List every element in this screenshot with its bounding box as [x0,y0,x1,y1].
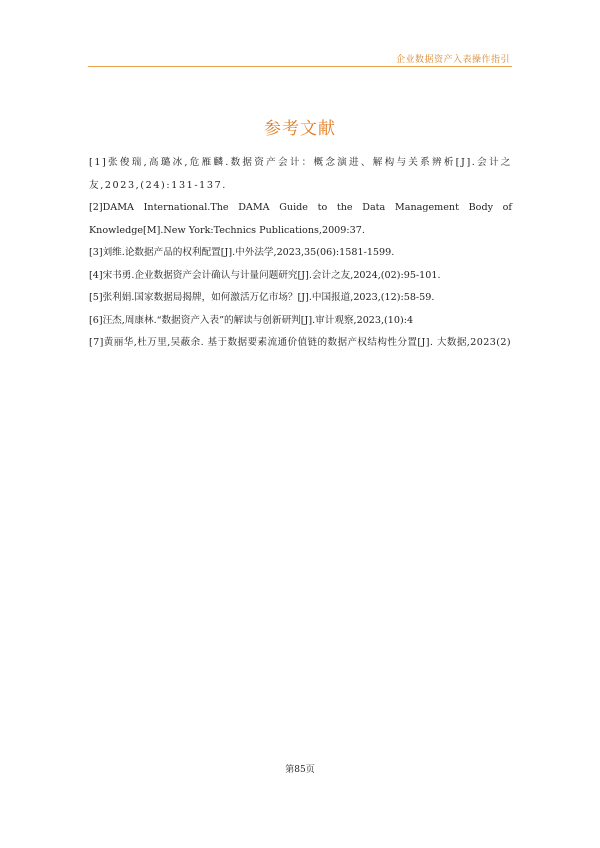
reference-item-6: [6]汪杰,周康林.“数据资产入表”的解读与创新研判[J].审计观察,2023,(10):4 [89,314,414,326]
reference-item-4: [4]宋书勇.企业数据资产会计确认与计量问题研究[J].会计之友,2024,(02):95-101. [89,269,441,281]
reference-item-7: [7]黄丽华,杜万里,吴蔽余. 基于数据要素流通价值链的数据产权结构性分置[J]. 大数据,2023(2) [89,337,512,348]
reference-item-1: [1]张俊瑞,高璐冰,危雁麟.数据资产会计：概念演进、解构与关系辨析[J].会计之友,2023,(24):131-137. [89,157,512,191]
reference-item-3: [3]刘维.论数据产品的权利配置[J].中外法学,2023,35(06):1581-1599. [89,247,395,258]
page-number: 第85页 [285,765,315,775]
reference-item-5: [5]张利娟.国家数据局揭牌，如何激活万亿市场？[J].中国报道,2023,(12):58-59. [89,292,435,303]
reference-list [89,152,512,355]
reference-item-2: [2]DAMA International.The DAMA Guide to the Data Management Body of Knowledge[M].New York:Technics Publications,2009:37. [89,202,512,236]
running-header-title: 企业数据资产入表操作指引 [395,55,510,65]
running-header [88,48,512,67]
page-title: 参考文献 [264,119,336,139]
